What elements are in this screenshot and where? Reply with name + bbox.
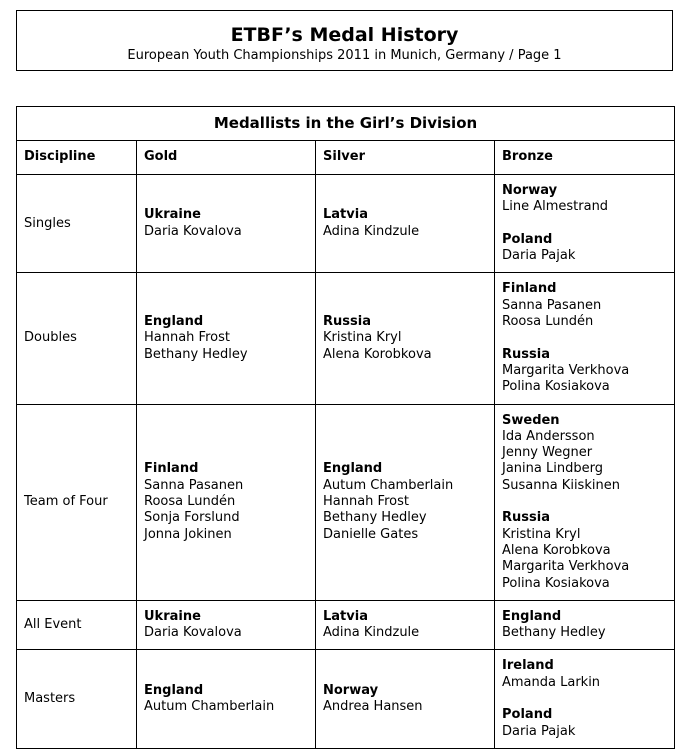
table-row xyxy=(17,600,675,650)
athlete-name: Jonna Jokinen xyxy=(144,526,232,542)
athlete-name: Jenny Wegner xyxy=(502,445,593,461)
athlete-name: Alena Korobkova xyxy=(502,542,611,558)
medal-group xyxy=(502,232,674,265)
silver-cell xyxy=(316,273,495,404)
medal-group xyxy=(323,207,494,240)
athlete-name: Polina Kosiakova xyxy=(502,575,610,591)
athlete-name: Adina Kindzule xyxy=(323,223,420,239)
athlete-name: Adina Kindzule xyxy=(323,625,420,641)
country-name: Ukraine xyxy=(144,207,201,223)
athlete-name: Andrea Hansen xyxy=(323,699,423,715)
bronze-cell xyxy=(495,273,675,404)
athlete-name: Polina Kosiakova xyxy=(502,379,610,395)
medal-group xyxy=(323,461,494,542)
bronze-cell xyxy=(495,404,675,600)
country-name: Norway xyxy=(502,183,558,198)
athlete-name: Alena Korobkova xyxy=(323,346,432,362)
athlete-name: Sanna Pasanen xyxy=(144,477,244,493)
column-header-bronze: Bronze xyxy=(495,141,675,175)
country-name: England xyxy=(144,314,204,330)
athlete-name: Daria Pajak xyxy=(502,723,576,739)
bronze-cell xyxy=(495,650,675,748)
athlete-name: Hannah Frost xyxy=(323,494,409,510)
athlete-name: Ida Andersson xyxy=(502,428,595,444)
athlete-name: Janina Lindberg xyxy=(502,461,603,477)
country-name: Poland xyxy=(502,707,553,723)
country-name: Latvia xyxy=(323,207,368,223)
gold-cell xyxy=(137,650,316,748)
medal-group xyxy=(502,609,674,642)
table-title: Medallists in the Girl’s Division xyxy=(17,107,675,141)
gold-cell xyxy=(137,175,316,273)
medal-group xyxy=(502,658,674,691)
medal-group xyxy=(502,281,674,330)
table-row xyxy=(17,650,675,748)
medal-group xyxy=(144,683,315,716)
country-name: Ireland xyxy=(502,658,554,674)
medal-group xyxy=(502,183,674,216)
athlete-name: Kristina Kryl xyxy=(502,526,581,542)
column-header-gold: Gold xyxy=(137,141,316,175)
medal-group xyxy=(144,314,315,363)
medal-group xyxy=(144,207,315,240)
athlete-name: Daria Pajak xyxy=(502,248,576,264)
country-name: Russia xyxy=(502,510,550,526)
table-row xyxy=(17,273,675,404)
silver-cell xyxy=(316,600,495,650)
country-name: Sweden xyxy=(502,412,560,428)
medal-group xyxy=(502,510,674,591)
table-row xyxy=(17,404,675,600)
document-header xyxy=(16,10,673,71)
medal-group xyxy=(502,347,674,396)
athlete-name: Bethany Hedley xyxy=(144,346,248,362)
athlete-name: Sonja Forslund xyxy=(144,510,240,526)
gold-cell xyxy=(137,600,316,650)
silver-cell xyxy=(316,404,495,600)
medal-group xyxy=(144,609,315,642)
athlete-name: Daria Kovalova xyxy=(144,625,242,641)
athlete-name: Hannah Frost xyxy=(144,330,230,346)
discipline-cell: Masters xyxy=(17,650,137,748)
athlete-name: Autum Chamberlain xyxy=(144,699,275,715)
athlete-name: Kristina Kryl xyxy=(323,330,402,346)
discipline-cell: Team of Four xyxy=(17,404,137,600)
medal-group xyxy=(144,461,315,542)
country-name: England xyxy=(502,608,562,624)
country-name: Latvia xyxy=(323,608,368,624)
athlete-name: Margarita Verkhova xyxy=(502,362,630,378)
country-name: Russia xyxy=(323,314,371,330)
discipline-cell: Singles xyxy=(17,175,137,273)
medal-group xyxy=(502,707,674,740)
document-title: ETBF’s Medal History xyxy=(230,24,459,46)
athlete-name: Daria Kovalova xyxy=(144,223,242,239)
country-name: Norway xyxy=(323,682,379,698)
medal-group xyxy=(323,314,494,363)
country-name: Finland xyxy=(144,461,199,477)
athlete-name: Bethany Hedley xyxy=(502,625,606,641)
column-header-silver: Silver xyxy=(316,141,495,175)
bronze-cell xyxy=(495,600,675,650)
country-name: England xyxy=(144,682,204,698)
discipline-cell: Doubles xyxy=(17,273,137,404)
medal-group xyxy=(323,609,494,642)
silver-cell xyxy=(316,650,495,748)
athlete-name: Susanna Kiiskinen xyxy=(502,477,620,493)
medal-group xyxy=(502,413,674,494)
athlete-name: Roosa Lundén xyxy=(144,494,236,510)
country-name: England xyxy=(323,461,383,477)
country-name: Finland xyxy=(502,281,557,297)
athlete-name: Autum Chamberlain xyxy=(323,477,454,493)
country-name: Ukraine xyxy=(144,608,201,624)
country-name: Poland xyxy=(502,231,553,247)
athlete-name: Danielle Gates xyxy=(323,526,419,542)
document-subtitle: European Youth Championships 2011 in Munich, Germany / Page 1 xyxy=(127,48,562,63)
column-header-discipline: Discipline xyxy=(17,141,137,175)
athlete-name: Bethany Hedley xyxy=(323,510,427,526)
gold-cell xyxy=(137,273,316,404)
country-name: Russia xyxy=(502,346,550,362)
bronze-cell xyxy=(495,175,675,273)
athlete-name: Margarita Verkhova xyxy=(502,559,630,575)
table-row xyxy=(17,175,675,273)
athlete-name: Amanda Larkin xyxy=(502,674,601,690)
medal-group xyxy=(323,683,494,716)
silver-cell xyxy=(316,175,495,273)
athlete-name: Line Almestrand xyxy=(502,199,609,215)
athlete-name: Sanna Pasanen xyxy=(502,297,602,313)
gold-cell xyxy=(137,404,316,600)
medallists-table xyxy=(16,106,675,749)
discipline-cell: All Event xyxy=(17,600,137,650)
athlete-name: Roosa Lundén xyxy=(502,314,594,330)
